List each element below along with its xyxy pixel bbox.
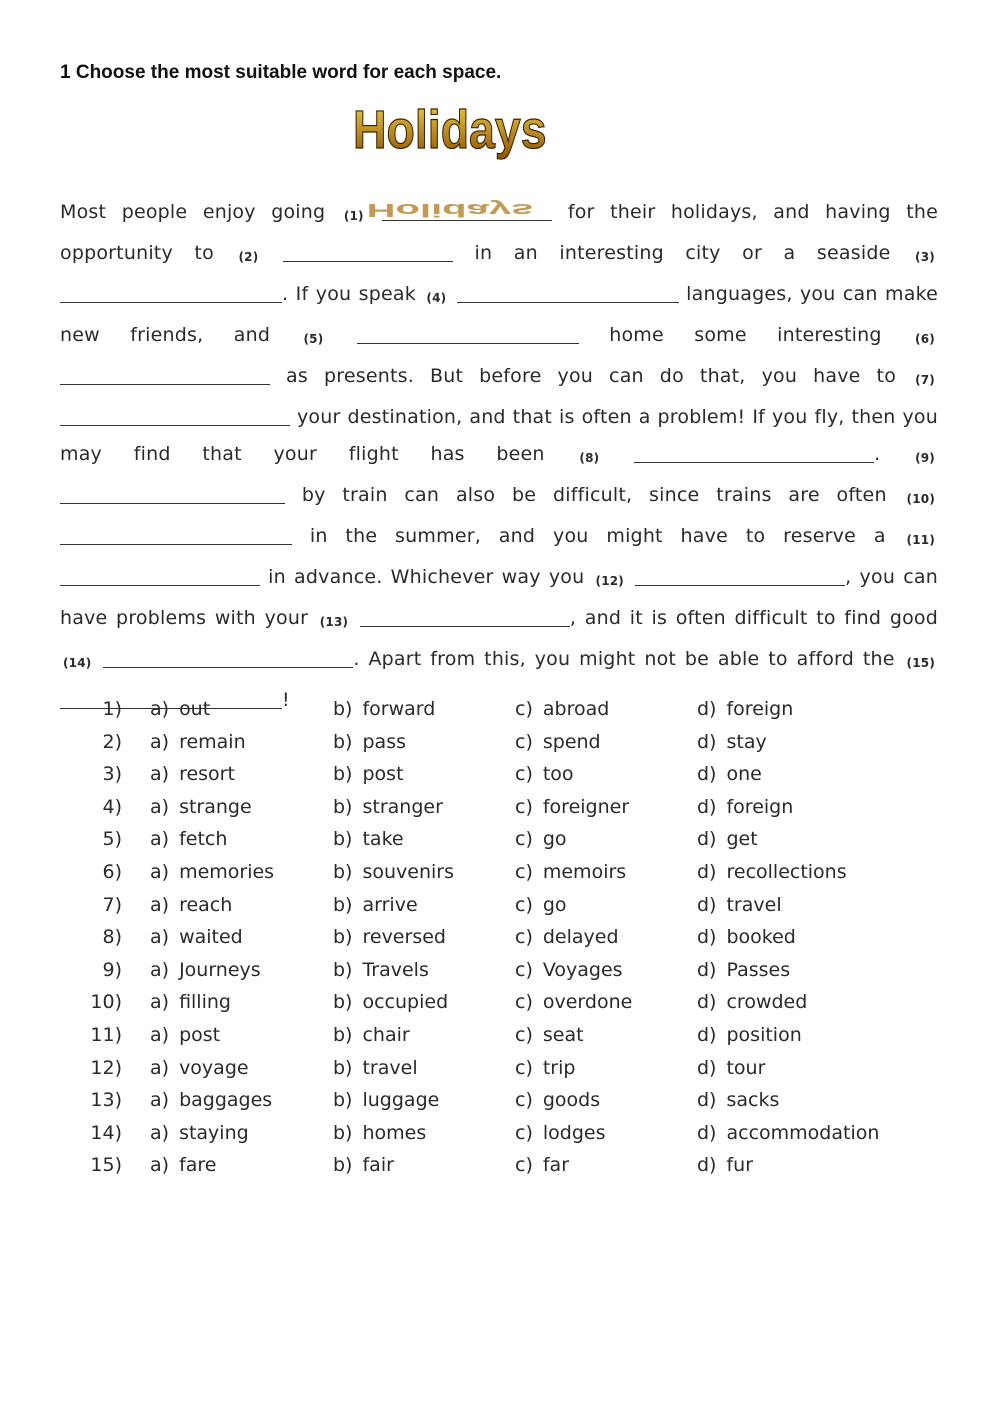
- option-a[interactable]: [150, 861, 274, 883]
- option-letter: c): [515, 958, 533, 981]
- option-word: homes: [362, 1121, 427, 1144]
- option-word: memoirs: [542, 860, 627, 883]
- option-a[interactable]: [150, 894, 232, 916]
- gap-number-2: (2): [238, 250, 259, 264]
- gap-1-blank[interactable]: [382, 202, 552, 221]
- option-a[interactable]: [150, 828, 227, 850]
- option-c[interactable]: [515, 763, 574, 785]
- passage-text: , and it is often difficult to find good: [569, 607, 938, 629]
- option-letter: d): [697, 1154, 717, 1177]
- gap-number-15: (15): [906, 656, 935, 670]
- option-word: seat: [542, 1023, 584, 1046]
- option-a[interactable]: [150, 796, 252, 818]
- option-a[interactable]: [150, 731, 246, 753]
- gap-7-blank[interactable]: [60, 407, 290, 426]
- passage-text: home some interesting: [609, 324, 882, 346]
- option-a[interactable]: [150, 698, 210, 720]
- option-c[interactable]: [515, 1122, 605, 1144]
- option-b[interactable]: [333, 991, 448, 1013]
- question-row: [0, 1057, 1000, 1090]
- option-word: Journeys: [179, 958, 261, 981]
- option-word: overdone: [542, 991, 633, 1014]
- option-b[interactable]: [333, 926, 446, 948]
- option-letter: d): [697, 958, 717, 981]
- option-word: fetch: [179, 828, 228, 851]
- option-c[interactable]: [515, 959, 623, 981]
- option-letter: b): [333, 730, 353, 753]
- question-number: 9): [102, 958, 122, 981]
- option-word: far: [542, 1154, 570, 1177]
- gap-number-11: (11): [906, 533, 935, 547]
- gap-14-blank[interactable]: [103, 649, 353, 668]
- option-a[interactable]: [150, 1122, 249, 1144]
- gap-9-blank[interactable]: [60, 485, 285, 504]
- option-word: go: [542, 893, 567, 916]
- option-word: foreign: [726, 698, 794, 720]
- title-text: Holidays: [352, 98, 547, 160]
- option-d[interactable]: [697, 828, 758, 850]
- option-letter: c): [515, 1089, 533, 1112]
- option-word: out: [179, 698, 211, 720]
- option-c[interactable]: [515, 731, 601, 753]
- option-word: Travels: [362, 958, 429, 981]
- option-b[interactable]: [333, 1122, 426, 1144]
- option-letter: d): [697, 1089, 717, 1112]
- option-word: fair: [362, 1154, 394, 1177]
- option-letter: c): [515, 991, 533, 1014]
- gap-10-blank[interactable]: [60, 526, 292, 545]
- option-word: take: [362, 828, 404, 851]
- option-a[interactable]: [150, 1024, 220, 1046]
- option-letter: c): [515, 1154, 533, 1177]
- option-b[interactable]: [333, 861, 454, 883]
- question-row: [0, 861, 1000, 894]
- gap-11-blank[interactable]: [60, 567, 260, 586]
- option-word: post: [362, 763, 404, 786]
- option-a[interactable]: [150, 763, 235, 785]
- option-letter: a): [150, 730, 170, 753]
- option-letter: b): [333, 1121, 353, 1144]
- question-row: [0, 796, 1000, 829]
- option-letter: d): [697, 926, 717, 949]
- option-word: position: [726, 1023, 802, 1046]
- option-letter: d): [697, 1056, 717, 1079]
- option-b[interactable]: [333, 731, 406, 753]
- option-d[interactable]: [697, 731, 767, 753]
- option-d[interactable]: [697, 796, 793, 818]
- option-word: memories: [179, 860, 275, 883]
- question-row: [0, 959, 1000, 992]
- option-letter: a): [150, 1154, 170, 1177]
- option-letter: b): [333, 1089, 353, 1112]
- option-word: travel: [726, 893, 782, 916]
- instruction-heading: 1 Choose the most suitable word for each space.: [60, 62, 502, 83]
- question-number: 10): [90, 991, 122, 1014]
- option-letter: a): [150, 1089, 170, 1112]
- question-row: [0, 698, 1000, 731]
- option-word: abroad: [542, 698, 610, 720]
- option-word: trip: [542, 1056, 576, 1079]
- option-letter: b): [333, 1056, 353, 1079]
- option-b[interactable]: [333, 1089, 439, 1111]
- option-a[interactable]: [150, 1057, 249, 1079]
- option-letter: b): [333, 698, 353, 720]
- passage-text: Most people enjoy going: [60, 201, 326, 223]
- option-letter: d): [697, 1023, 717, 1046]
- option-d[interactable]: [697, 1154, 753, 1176]
- passage-text: .: [874, 443, 881, 465]
- option-d[interactable]: [697, 991, 807, 1013]
- question-row: [0, 828, 1000, 861]
- passage-text: !: [282, 689, 290, 711]
- option-d[interactable]: [697, 926, 796, 948]
- option-a[interactable]: [150, 1154, 216, 1176]
- option-letter: a): [150, 991, 170, 1014]
- gap-3-blank[interactable]: [60, 284, 282, 303]
- gap-8-blank[interactable]: [634, 444, 874, 463]
- option-word: sacks: [726, 1089, 780, 1112]
- holidays-title-logo: [350, 92, 550, 221]
- option-word: one: [726, 763, 762, 786]
- question-row: [0, 1024, 1000, 1057]
- option-letter: c): [515, 763, 533, 786]
- option-letter: b): [333, 958, 353, 981]
- question-number: 8): [102, 926, 122, 949]
- passage-text: for their holidays, and having the opportunity to: [60, 201, 938, 264]
- option-b[interactable]: [333, 1154, 394, 1176]
- option-d[interactable]: [697, 894, 782, 916]
- option-word: lodges: [542, 1121, 606, 1144]
- option-letter: c): [515, 926, 533, 949]
- question-row: [0, 1154, 1000, 1187]
- option-letter: d): [697, 860, 717, 883]
- option-b[interactable]: [333, 894, 418, 916]
- option-word: Voyages: [542, 958, 623, 981]
- option-word: crowded: [726, 991, 808, 1014]
- option-letter: b): [333, 828, 353, 851]
- option-letter: b): [333, 763, 353, 786]
- option-letter: a): [150, 795, 170, 818]
- option-word: foreign: [726, 795, 794, 818]
- passage-text: in the summer, and you might have to reserve a: [309, 525, 886, 547]
- option-word: pass: [362, 730, 406, 753]
- option-letter: a): [150, 860, 170, 883]
- question-number: 15): [90, 1154, 122, 1177]
- option-b[interactable]: [333, 763, 404, 785]
- option-d[interactable]: [697, 861, 847, 883]
- option-word: forward: [362, 698, 436, 720]
- gap-number-5: (5): [303, 332, 324, 346]
- question-row: [0, 763, 1000, 796]
- option-letter: b): [333, 795, 353, 818]
- option-word: resort: [179, 763, 235, 786]
- passage-text: languages, you can make new friends, and: [60, 283, 938, 346]
- option-word: post: [179, 1023, 221, 1046]
- option-letter: b): [333, 991, 353, 1014]
- option-word: occupied: [362, 991, 449, 1014]
- option-word: stay: [726, 730, 767, 753]
- gap-number-10: (10): [906, 492, 935, 506]
- option-letter: b): [333, 1154, 353, 1177]
- option-b[interactable]: [333, 1024, 410, 1046]
- option-word: too: [542, 763, 574, 786]
- question-number: 14): [90, 1121, 122, 1144]
- option-letter: b): [333, 860, 353, 883]
- question-number: 13): [90, 1089, 122, 1112]
- option-word: accommodation: [726, 1121, 880, 1144]
- option-letter: c): [515, 860, 533, 883]
- option-b[interactable]: [333, 828, 404, 850]
- option-letter: a): [150, 926, 170, 949]
- gap-12-blank[interactable]: [635, 567, 845, 586]
- question-number: 1): [102, 698, 122, 720]
- option-letter: b): [333, 1023, 353, 1046]
- option-letter: c): [515, 730, 533, 753]
- option-letter: a): [150, 698, 170, 720]
- answer-options-list: [0, 698, 1000, 1187]
- gap-number-1: (1): [343, 209, 364, 223]
- question-number: 2): [102, 730, 122, 753]
- option-a[interactable]: [150, 1089, 272, 1111]
- option-letter: a): [150, 1023, 170, 1046]
- option-word: tour: [726, 1056, 766, 1079]
- option-letter: a): [150, 893, 170, 916]
- option-letter: c): [515, 1056, 533, 1079]
- option-c[interactable]: [515, 1024, 584, 1046]
- option-b[interactable]: [333, 1057, 418, 1079]
- option-word: reach: [179, 893, 233, 916]
- gap-13-blank[interactable]: [360, 608, 570, 627]
- passage-text: in an interesting city or a seaside: [474, 242, 891, 264]
- option-d[interactable]: [697, 763, 762, 785]
- option-word: voyage: [179, 1056, 249, 1079]
- gap-number-14: (14): [63, 656, 92, 670]
- option-letter: c): [515, 1121, 533, 1144]
- passage-text: your destination, and that is often a problem! If you fly, then you may find that your flight has been: [60, 406, 938, 465]
- option-word: reversed: [362, 926, 446, 949]
- question-number: 6): [102, 860, 122, 883]
- passage-text: as presents. But before you can do that, you have to: [286, 365, 897, 387]
- gap-number-12: (12): [595, 574, 624, 588]
- option-d[interactable]: [697, 1089, 779, 1111]
- option-c[interactable]: [515, 828, 567, 850]
- option-word: spend: [542, 730, 601, 753]
- option-word: remain: [179, 730, 246, 753]
- option-b[interactable]: [333, 959, 429, 981]
- option-d[interactable]: [697, 1024, 802, 1046]
- gap-number-8: (8): [579, 451, 600, 465]
- option-letter: c): [515, 828, 533, 851]
- option-word: arrive: [362, 893, 418, 916]
- option-letter: d): [697, 698, 717, 720]
- option-word: delayed: [542, 926, 619, 949]
- option-c[interactable]: [515, 698, 609, 720]
- option-d[interactable]: [697, 698, 793, 720]
- gap-number-6: (6): [915, 332, 935, 346]
- option-letter: a): [150, 958, 170, 981]
- question-row: [0, 1089, 1000, 1122]
- option-letter: a): [150, 763, 170, 786]
- passage-text: . If you speak: [282, 283, 416, 305]
- option-c[interactable]: [515, 861, 626, 883]
- option-word: stranger: [362, 795, 443, 818]
- option-c[interactable]: [515, 991, 632, 1013]
- option-word: fare: [179, 1154, 217, 1177]
- option-word: go: [542, 828, 567, 851]
- option-c[interactable]: [515, 926, 619, 948]
- option-letter: d): [697, 893, 717, 916]
- gap-number-4: (4): [426, 291, 447, 305]
- gap-6-blank[interactable]: [60, 366, 270, 385]
- question-row: [0, 991, 1000, 1024]
- option-word: chair: [362, 1023, 410, 1046]
- gap-number-7: (7): [915, 373, 935, 387]
- option-letter: c): [515, 893, 533, 916]
- cloze-passage: [60, 194, 938, 719]
- option-word: goods: [542, 1089, 601, 1112]
- option-word: filling: [179, 991, 231, 1014]
- option-letter: b): [333, 893, 353, 916]
- passage-text: . Apart from this, you might not be able to afford the: [353, 648, 895, 670]
- question-number: 3): [102, 763, 122, 786]
- option-word: fur: [726, 1154, 754, 1177]
- question-number: 5): [102, 828, 122, 851]
- option-b[interactable]: [333, 698, 435, 720]
- option-word: luggage: [362, 1089, 440, 1112]
- option-c[interactable]: [515, 1089, 600, 1111]
- question-row: [0, 731, 1000, 764]
- title-reflection: Holidays: [366, 200, 534, 221]
- option-letter: a): [150, 1121, 170, 1144]
- option-word: booked: [726, 926, 796, 949]
- option-d[interactable]: [697, 1057, 765, 1079]
- option-word: strange: [179, 795, 252, 818]
- option-letter: a): [150, 1056, 170, 1079]
- option-b[interactable]: [333, 796, 443, 818]
- option-d[interactable]: [697, 959, 790, 981]
- question-row: [0, 926, 1000, 959]
- option-word: travel: [362, 1056, 418, 1079]
- gap-number-9: (9): [915, 451, 935, 465]
- option-d[interactable]: [697, 1122, 879, 1144]
- option-a[interactable]: [150, 959, 261, 981]
- option-a[interactable]: [150, 926, 243, 948]
- option-c[interactable]: [515, 1057, 575, 1079]
- question-number: 12): [90, 1056, 122, 1079]
- option-letter: d): [697, 763, 717, 786]
- passage-text: by train can also be difficult, since trains are often: [301, 484, 887, 506]
- option-word: souvenirs: [362, 860, 455, 883]
- option-c[interactable]: [515, 1154, 569, 1176]
- gap-number-3: (3): [915, 250, 935, 264]
- gap-number-13: (13): [319, 615, 349, 629]
- gap-4-blank[interactable]: [457, 284, 679, 303]
- option-letter: d): [697, 730, 717, 753]
- option-c[interactable]: [515, 796, 629, 818]
- question-number: 4): [102, 795, 122, 818]
- option-letter: d): [697, 828, 717, 851]
- option-letter: d): [697, 991, 717, 1014]
- option-letter: c): [515, 698, 533, 720]
- gap-5-blank[interactable]: [357, 325, 579, 344]
- question-row: [0, 1122, 1000, 1155]
- option-word: foreigner: [542, 795, 630, 818]
- option-letter: c): [515, 1023, 533, 1046]
- gap-2-blank[interactable]: [283, 243, 453, 262]
- option-letter: d): [697, 795, 717, 818]
- option-word: get: [726, 828, 758, 851]
- option-word: baggages: [179, 1089, 273, 1112]
- passage-text: in advance. Whichever way you: [268, 566, 585, 588]
- option-word: Passes: [726, 958, 791, 981]
- option-letter: c): [515, 795, 533, 818]
- option-word: recollections: [726, 860, 847, 883]
- passage-text: , you can have problems with your: [60, 566, 938, 629]
- question-row: [0, 894, 1000, 927]
- option-a[interactable]: [150, 991, 231, 1013]
- question-number: 7): [102, 893, 122, 916]
- option-letter: b): [333, 926, 353, 949]
- question-number: 11): [90, 1023, 122, 1046]
- option-word: waited: [179, 926, 243, 949]
- option-c[interactable]: [515, 894, 567, 916]
- option-letter: a): [150, 828, 170, 851]
- option-word: staying: [179, 1121, 249, 1144]
- option-letter: d): [697, 1121, 717, 1144]
